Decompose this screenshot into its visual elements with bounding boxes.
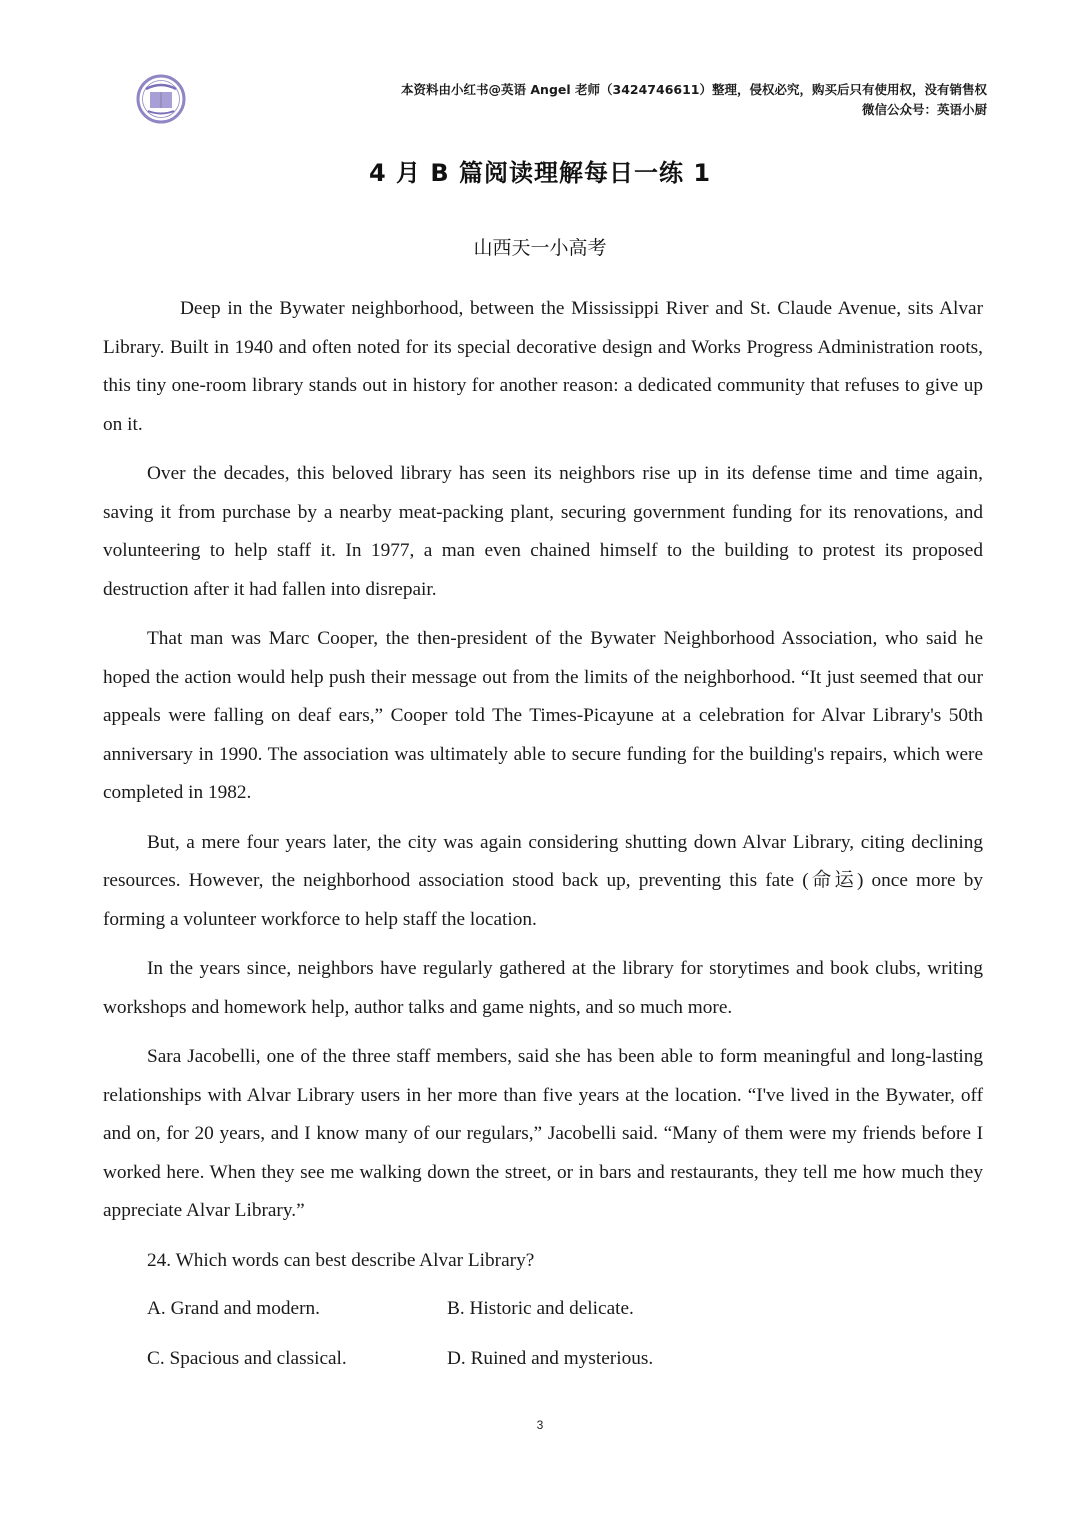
question-24: 24. Which words can best describe Alvar Library? bbox=[147, 1249, 535, 1271]
page-number: 3 bbox=[536, 1418, 544, 1432]
option-a: A. Grand and modern. bbox=[147, 1298, 320, 1319]
copyright-notice: 本资料由小红书@英语 Angel 老师（3424746611）整理，侵权必究，购买后只有使用权，没有销售权 bbox=[401, 82, 987, 97]
page-subtitle: 山西天一小高考 bbox=[473, 237, 607, 259]
wechat-account: 微信公众号：英语小厨 bbox=[861, 102, 987, 117]
passage-paragraph-6: Sara Jacobelli, one of the three staff members, said she has been able to form meaningful and long-lasting relationships with Alvar Library users in her more than five years at the location. “I've lived in the Bywater, off and on, for 20 years, and I know many of our regulars,” Jacobelli said. “Many of them were my friends before I worked here. When they see me walking down the street, or in bars and restaurants, they tell me how much they appreciate Alvar Library.” bbox=[103, 1046, 983, 1221]
passage-paragraph-1: Deep in the Bywater neighborhood, between the Mississippi River and St. Claude Avenue, sits Alvar Library. Built in 1940 and often noted for its special decorative design and Works Progress Administration roots, this tiny one-room library stands out in history for another reason: a dedicated community that refuses to give up on it. bbox=[103, 298, 983, 435]
option-b: B. Historic and delicate. bbox=[447, 1298, 634, 1319]
answer-options bbox=[147, 1290, 983, 1378]
page-title: 4 月 B 篇阅读理解每日一练 1 bbox=[368, 159, 712, 187]
option-d: D. Ruined and mysterious. bbox=[447, 1347, 654, 1369]
passage-paragraph-5: In the years since, neighbors have regularly gathered at the library for storytimes and book clubs, writing workshops and homework help, author talks and game nights, and so much more. bbox=[103, 958, 983, 1018]
passage-paragraph-2: Over the decades, this beloved library has seen its neighbors rise up in its defense time and time again, saving it from purchase by a nearby meat-packing plant, securing government funding for its renovations, and volunteering to help staff it. In 1977, a man even chained himself to the building to protest its proposed destruction after it had fallen into disrepair. bbox=[103, 463, 983, 600]
book-emblem-logo bbox=[136, 74, 186, 124]
option-c: C. Spacious and classical. bbox=[147, 1347, 347, 1369]
passage-paragraph-3: That man was Marc Cooper, the then-president of the Bywater Neighborhood Association, who said he hoped the action would help push their message out from the limits of the neighborhood. “It just seemed that our appeals were falling on deaf ears,” Cooper told The Times-Picayune at a celebration for Alvar Library's 50th anniversary in 1990. The association was ultimately able to secure funding for the building's repairs, which were completed in 1982. bbox=[103, 628, 983, 803]
passage-paragraph-4: But, a mere four years later, the city was again considering shutting down Alvar Library, citing declining resources. However, the neighborhood association stood back up, preventing this fate (命运) once more by forming a volunteer workforce to help staff the location. bbox=[103, 831, 983, 930]
reading-passage bbox=[103, 290, 983, 1378]
